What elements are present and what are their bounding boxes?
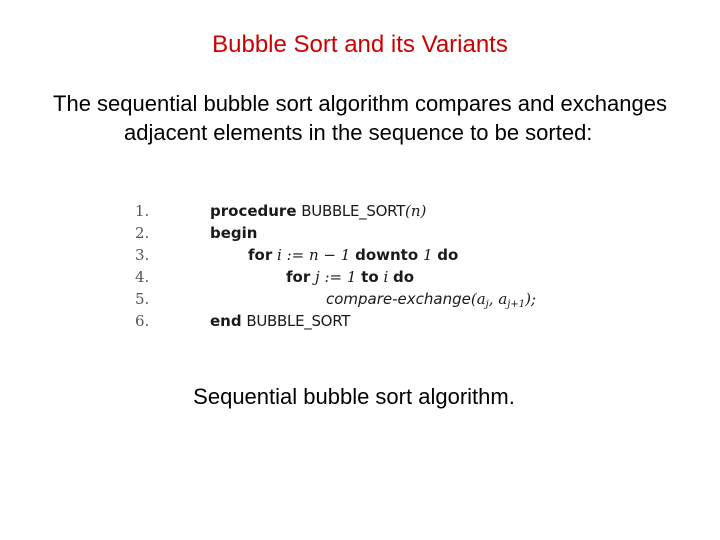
code-text — [210, 224, 257, 242]
call-args-close: ); — [525, 290, 537, 308]
algorithm-line-5 — [130, 290, 590, 312]
code-text — [248, 246, 458, 264]
keyword-for: for — [248, 246, 273, 264]
keyword-do: do — [393, 268, 415, 286]
keyword-end: end — [210, 312, 242, 330]
line-number: 1. — [135, 202, 150, 220]
line-number: 3. — [135, 246, 150, 264]
procedure-arg: (n) — [405, 202, 427, 220]
procedure-name: BUBBLE_SORT — [301, 202, 405, 220]
algorithm-caption: Sequential bubble sort algorithm. — [193, 384, 515, 409]
intro-line-1: The sequential bubble sort algorithm compares and exchanges — [53, 91, 667, 116]
keyword-downto: downto — [355, 246, 419, 264]
algorithm-line-2 — [130, 224, 590, 246]
keyword-begin: begin — [210, 224, 258, 242]
intro-text — [20, 89, 700, 147]
line-number: 6. — [135, 312, 150, 330]
line-number: 5. — [135, 290, 150, 308]
code-text — [326, 290, 536, 310]
loop-end: i — [383, 268, 389, 286]
compare-exchange-call: compare-exchange — [326, 290, 471, 308]
line-number: 2. — [135, 224, 150, 242]
subscript-j-plus-1: j+1 — [507, 299, 526, 310]
loop-variable: j — [315, 268, 320, 286]
subscript-j: j — [485, 299, 489, 310]
procedure-name: BUBBLE_SORT — [246, 312, 351, 330]
algorithm-listing — [130, 200, 590, 340]
slide-title: Bubble Sort and its Variants — [212, 31, 508, 58]
call-args-mid: , a — [488, 290, 508, 308]
call-args-open: (a — [470, 290, 486, 308]
algorithm-line-6 — [130, 312, 590, 334]
algorithm-line-3 — [130, 246, 590, 268]
loop-variable: i — [277, 246, 282, 264]
line-number: 4. — [135, 268, 150, 286]
keyword-to: to — [361, 268, 379, 286]
algorithm-line-1 — [130, 202, 590, 224]
keyword-procedure: procedure — [210, 202, 297, 220]
loop-end: 1 — [422, 246, 433, 264]
loop-start: := n − 1 — [286, 246, 351, 264]
intro-line-2: adjacent elements in the sequence to be sorted: — [124, 120, 593, 145]
keyword-for: for — [286, 268, 311, 286]
code-text — [286, 268, 414, 286]
loop-start: := 1 — [324, 268, 357, 286]
code-text — [210, 202, 426, 220]
code-text — [210, 312, 350, 330]
keyword-do: do — [437, 246, 459, 264]
algorithm-line-4 — [130, 268, 590, 290]
